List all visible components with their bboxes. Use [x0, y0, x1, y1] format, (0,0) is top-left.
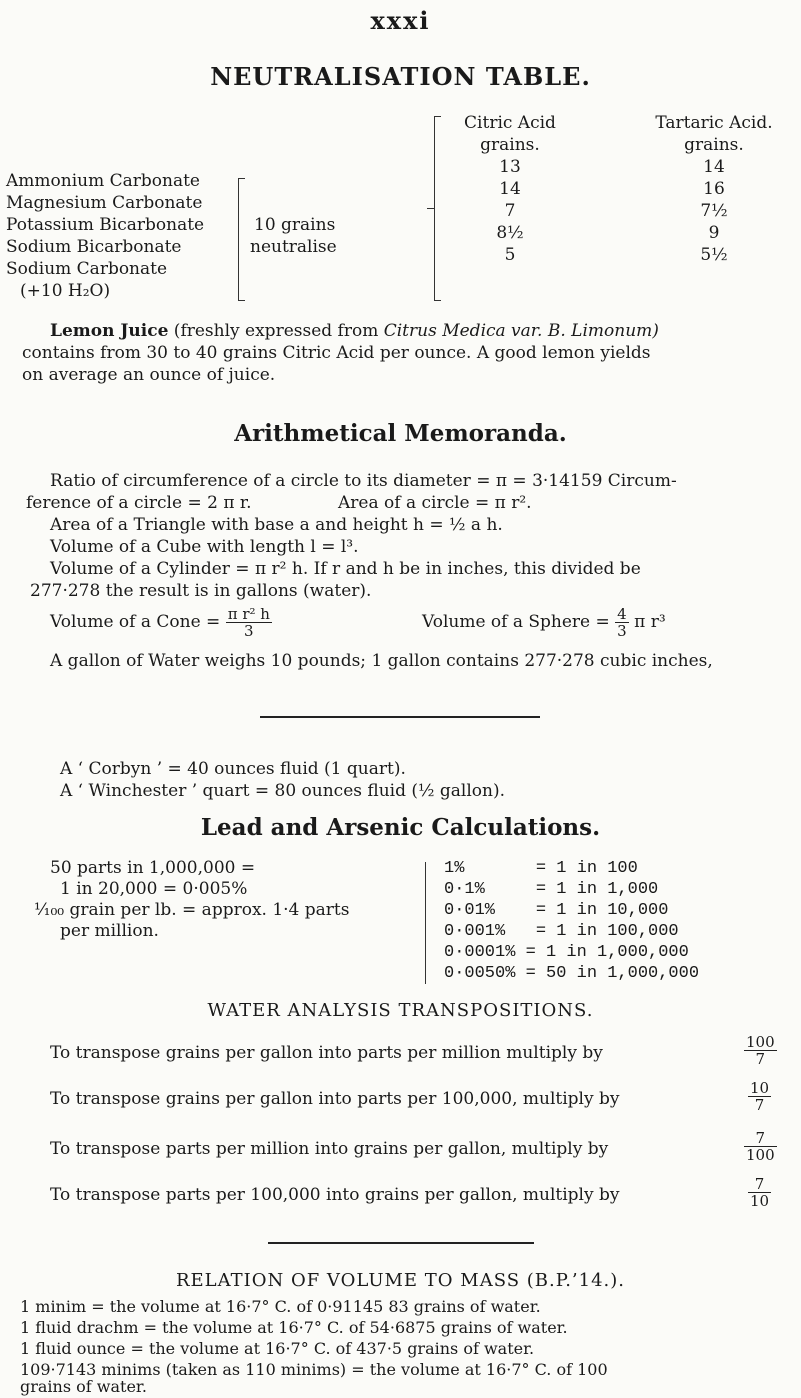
- sphere-formula: [422, 606, 666, 639]
- divider-rule: [268, 1242, 534, 1244]
- substance-3: Potassium Bicarbonate: [6, 215, 205, 235]
- relation-line: grains of water.: [20, 1377, 147, 1396]
- lemon-line-3: on average an ounce of juice.: [22, 365, 276, 385]
- fraction-numerator: 100: [746, 1033, 775, 1051]
- sphere-numerator: 4: [617, 605, 627, 623]
- page-number: xxxi: [370, 6, 431, 35]
- cone-numerator: π r² h: [227, 605, 270, 623]
- fraction-denominator: 100: [746, 1146, 775, 1164]
- citric-value: 13: [499, 157, 521, 177]
- water-row: [50, 1034, 790, 1074]
- cone-fraction: [226, 606, 272, 639]
- lead-right-line: 0·1% = 1 in 1,000: [444, 880, 659, 899]
- substance-1: Ammonium Carbonate: [6, 171, 200, 191]
- lead-left-line: 1 in 20,000 = 0·005%: [60, 879, 248, 899]
- gallon-line: A gallon of Water weighs 10 pounds; 1 gallon contains 277·278 cubic inches,: [50, 651, 713, 671]
- lead-left-line: per million.: [60, 921, 159, 941]
- water-row-text: To transpose parts per 100,000 into grains per gallon, multiply by: [50, 1185, 620, 1205]
- tartaric-header-2: grains.: [684, 135, 744, 155]
- substance-6: (+10 H₂O): [20, 281, 111, 301]
- relation-line: 1 fluid drachm = the volume at 16·7° C. of 54·6875 grains of water.: [20, 1318, 568, 1337]
- lead-left-line: ¹⁄₁₀₀ grain per lb. = approx. 1·4 parts: [34, 900, 350, 920]
- tartaric-value: 5½: [700, 245, 728, 265]
- citric-header-1: Citric Acid: [464, 113, 556, 133]
- sphere-label: Volume of a Sphere =: [422, 612, 610, 632]
- water-row-fraction: [748, 1176, 771, 1209]
- water-row: [50, 1176, 790, 1216]
- middle-text-2: neutralise: [250, 237, 337, 257]
- lead-left-line: 50 parts in 1,000,000 =: [50, 858, 256, 878]
- right-brace-point: [427, 208, 434, 209]
- left-brace: [238, 178, 239, 300]
- citric-value: 5: [504, 245, 516, 265]
- memoranda-line: Ratio of circumference of a circle to its diameter = π = 3·14159 Circum-: [50, 471, 677, 491]
- neutralisation-title: NEUTRALISATION TABLE.: [210, 62, 591, 91]
- water-row-fraction: [748, 1080, 771, 1113]
- water-row-text: To transpose grains per gallon into parts per million multiply by: [50, 1043, 603, 1063]
- memoranda-line: ference of a circle = 2 π r. Area of a circle = π r².: [26, 493, 532, 513]
- water-title: WATER ANALYSIS TRANSPOSITIONS.: [207, 1000, 594, 1021]
- sphere-fraction: [615, 606, 629, 639]
- memoranda-line: 277·278 the result is in gallons (water).: [30, 581, 372, 601]
- lead-brace: [425, 862, 426, 984]
- lemon-line-1: [50, 320, 659, 342]
- substance-4: Sodium Bicarbonate: [6, 237, 182, 257]
- lead-right-line: 0·001% = 1 in 100,000: [444, 922, 679, 941]
- divider-rule: [260, 716, 540, 718]
- cone-label: Volume of a Cone =: [50, 612, 221, 632]
- relation-line: 109·7143 minims (taken as 110 minims) = the volume at 16·7° C. of 100: [20, 1360, 608, 1379]
- memoranda-title: Arithmetical Memoranda.: [234, 420, 567, 447]
- citric-value: 14: [499, 179, 521, 199]
- winchester-line: A ‘ Winchester ’ quart = 80 ounces fluid (½ gallon).: [60, 781, 506, 801]
- water-row: [50, 1080, 790, 1120]
- neutralisation-table: [0, 108, 801, 301]
- water-row-text: To transpose parts per million into grains per gallon, multiply by: [50, 1139, 609, 1159]
- memoranda-line: Volume of a Cube with length l = l³.: [50, 537, 359, 557]
- sphere-tail: π r³: [634, 612, 666, 632]
- sphere-denominator: 3: [617, 622, 627, 640]
- fraction-numerator: 7: [748, 1176, 771, 1193]
- lemon-text: (freshly expressed from: [168, 321, 384, 341]
- lead-right-line: 0·01% = 1 in 10,000: [444, 901, 669, 920]
- left-brace-bottom: [238, 300, 245, 301]
- fraction-denominator: 7: [754, 1096, 765, 1114]
- relation-line: 1 minim = the volume at 16·7° C. of 0·91145 83 grains of water.: [20, 1297, 541, 1316]
- tartaric-value: 9: [708, 223, 720, 243]
- tartaric-header-1: Tartaric Acid.: [655, 113, 773, 133]
- citric-value: 7: [504, 201, 516, 221]
- water-row-text: To transpose grains per gallon into parts per 100,000, multiply by: [50, 1089, 620, 1109]
- memoranda-line: Area of a Triangle with base a and height h = ½ a h.: [50, 515, 503, 535]
- left-brace-top: [238, 178, 245, 179]
- lead-right-line: 1% = 1 in 100: [444, 859, 638, 878]
- lead-title: Lead and Arsenic Calculations.: [200, 814, 601, 841]
- cone-denominator: 3: [244, 622, 254, 640]
- relation-title: RELATION OF VOLUME TO MASS (B.P.’14.).: [175, 1270, 626, 1291]
- substance-5: Sodium Carbonate: [6, 259, 168, 279]
- water-row: [50, 1130, 790, 1170]
- water-row-fraction: [744, 1034, 777, 1067]
- tartaric-value: 16: [703, 179, 725, 199]
- fraction-numerator: 10: [750, 1079, 770, 1097]
- fraction-numerator: 7: [744, 1130, 777, 1147]
- lemon-line-2: contains from 30 to 40 grains Citric Acid per ounce. A good lemon yields: [22, 343, 651, 363]
- relation-line: 1 fluid ounce = the volume at 16·7° C. of 437·5 grains of water.: [20, 1339, 535, 1358]
- citric-value: 8½: [496, 223, 524, 243]
- fraction-denominator: 10: [750, 1192, 770, 1210]
- substance-2: Magnesium Carbonate: [6, 193, 203, 213]
- lemon-term: Lemon Juice: [50, 321, 169, 341]
- right-brace: [434, 116, 435, 300]
- fraction-denominator: 7: [755, 1050, 766, 1068]
- lead-right-line: 0·0050% = 50 in 1,000,000: [444, 964, 700, 983]
- citric-header-2: grains.: [480, 135, 540, 155]
- tartaric-value: 14: [703, 157, 725, 177]
- lemon-species: Citrus Medica var. B. Limonum): [383, 321, 659, 341]
- right-brace-bottom: [434, 300, 441, 301]
- cone-formula: [50, 606, 272, 639]
- water-row-fraction: [744, 1130, 777, 1163]
- memoranda-line: Volume of a Cylinder = π r² h. If r and h be in inches, this divided be: [50, 559, 641, 579]
- lead-right-line: 0·0001% = 1 in 1,000,000: [444, 943, 689, 962]
- tartaric-value: 7½: [700, 201, 728, 221]
- middle-text-1: 10 grains: [254, 215, 336, 235]
- corbyn-line: A ‘ Corbyn ’ = 40 ounces fluid (1 quart).: [60, 759, 406, 779]
